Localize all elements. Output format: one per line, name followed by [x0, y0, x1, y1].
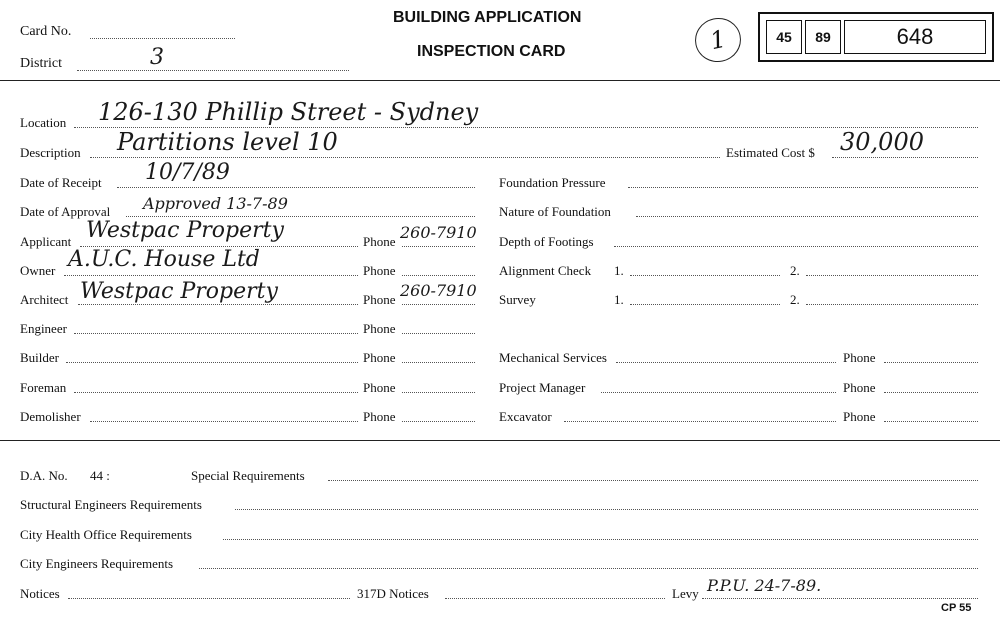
- description-label: Description: [20, 145, 81, 160]
- owner-line: [64, 275, 358, 276]
- architect-phone-value: 260-7910: [400, 281, 477, 300]
- builder-line: [66, 362, 358, 363]
- architect-label: Architect: [20, 292, 69, 307]
- owner-label: Owner: [20, 263, 56, 278]
- applicant-phone-value: 260-7910: [400, 223, 477, 242]
- demolisher-phone-line: [402, 421, 475, 422]
- structural-requirements-line: [235, 509, 978, 510]
- builder-phone-label: Phone: [363, 350, 396, 365]
- levy-line: [702, 598, 978, 599]
- engineer-phone-line: [402, 333, 475, 334]
- special-requirements-label: Special Requirements: [191, 468, 305, 483]
- alignment-line-1: [630, 275, 780, 276]
- engineer-line: [74, 333, 358, 334]
- nature-foundation-label: Nature of Foundation: [499, 204, 611, 219]
- section-divider: [0, 440, 1000, 441]
- district-value: 3: [150, 45, 164, 70]
- district-label: District: [20, 56, 62, 71]
- mechanical-label: Mechanical Services: [499, 350, 607, 365]
- applicant-phone-line: [402, 246, 475, 247]
- da-no-label: D.A. No.: [20, 468, 68, 483]
- demolisher-label: Demolisher: [20, 409, 81, 424]
- project-manager-label: Project Manager: [499, 380, 586, 395]
- health-requirements-label: City Health Office Requirements: [20, 527, 192, 542]
- mechanical-line: [616, 362, 836, 363]
- excavator-line: [564, 421, 836, 422]
- applicant-phone-label: Phone: [363, 234, 396, 249]
- alignment-line-2: [806, 275, 978, 276]
- nature-foundation-line: [636, 216, 978, 217]
- foreman-line: [74, 392, 358, 393]
- survey-label: Survey: [499, 292, 536, 307]
- title-line-2: INSPECTION CARD: [417, 43, 566, 60]
- owner-phone-line: [402, 275, 475, 276]
- survey-line-2: [806, 304, 978, 305]
- architect-value: Westpac Property: [80, 279, 278, 304]
- builder-label: Builder: [20, 350, 59, 365]
- date-approval-line: [126, 216, 475, 217]
- description-line: [90, 157, 720, 158]
- applicant-label: Applicant: [20, 234, 72, 249]
- mechanical-phone-line: [884, 362, 978, 363]
- engineer-phone-label: Phone: [363, 321, 396, 336]
- foreman-label: Foreman: [20, 380, 67, 395]
- survey-line-1: [630, 304, 780, 305]
- health-requirements-line: [223, 539, 978, 540]
- builder-phone-line: [402, 362, 475, 363]
- city-engineers-line: [199, 568, 978, 569]
- owner-value: A.U.C. House Ltd: [68, 247, 260, 272]
- alignment-num-2: 2.: [790, 263, 800, 278]
- estimated-cost-line: [832, 157, 978, 158]
- city-engineers-label: City Engineers Requirements: [20, 556, 174, 571]
- header-divider: [0, 80, 1000, 81]
- date-approval-value: Approved 13-7-89: [143, 194, 288, 213]
- description-value: Partitions level 10: [117, 128, 338, 156]
- number-box-main: 648: [844, 20, 986, 54]
- structural-requirements-label: Structural Engineers Requirements: [20, 497, 202, 512]
- date-receipt-line: [117, 187, 475, 188]
- levy-value: P.P.U. 24-7-89.: [707, 576, 822, 595]
- applicant-value: Westpac Property: [86, 218, 284, 243]
- estimated-cost-value: 30,000: [840, 128, 924, 156]
- excavator-phone-label: Phone: [843, 409, 876, 424]
- form-code: CP 55: [941, 602, 972, 614]
- da-no-value: 44 :: [90, 468, 110, 483]
- date-receipt-value: 10/7/89: [145, 160, 230, 185]
- location-label: Location: [20, 115, 67, 130]
- notices-label: Notices: [20, 586, 60, 601]
- depth-footings-label: Depth of Footings: [499, 234, 594, 249]
- foreman-phone-line: [402, 392, 475, 393]
- notices-317d-line: [445, 598, 665, 599]
- card-no-label: Card No.: [20, 24, 72, 39]
- number-box-2: 89: [805, 20, 841, 54]
- project-manager-line: [601, 392, 836, 393]
- card-no-line: [90, 38, 235, 39]
- title-line-1: BUILDING APPLICATION: [393, 9, 582, 26]
- excavator-label: Excavator: [499, 409, 552, 424]
- alignment-check-label: Alignment Check: [499, 263, 592, 278]
- estimated-cost-label: Estimated Cost $: [726, 145, 815, 160]
- project-manager-phone-label: Phone: [843, 380, 876, 395]
- survey-num-1: 1.: [614, 292, 624, 307]
- mechanical-phone-label: Phone: [843, 350, 876, 365]
- date-receipt-label: Date of Receipt: [20, 175, 102, 190]
- depth-footings-line: [614, 246, 978, 247]
- circled-mark: 1: [691, 14, 745, 67]
- notices-317d-label: 317D Notices: [357, 586, 429, 601]
- architect-phone-label: Phone: [363, 292, 396, 307]
- demolisher-phone-label: Phone: [363, 409, 396, 424]
- foreman-phone-label: Phone: [363, 380, 396, 395]
- excavator-phone-line: [884, 421, 978, 422]
- date-approval-label: Date of Approval: [20, 204, 111, 219]
- foundation-pressure-line: [628, 187, 978, 188]
- alignment-num-1: 1.: [614, 263, 624, 278]
- project-manager-phone-line: [884, 392, 978, 393]
- survey-num-2: 2.: [790, 292, 800, 307]
- architect-phone-line: [402, 304, 475, 305]
- levy-label: Levy: [672, 586, 699, 601]
- card-number-box: [758, 12, 994, 62]
- location-value: 126-130 Phillip Street - Sydney: [98, 98, 479, 126]
- foundation-pressure-label: Foundation Pressure: [499, 175, 606, 190]
- number-box-1: 45: [766, 20, 802, 54]
- special-requirements-line: [328, 480, 978, 481]
- demolisher-line: [90, 421, 358, 422]
- owner-phone-label: Phone: [363, 263, 396, 278]
- district-line: [77, 70, 349, 71]
- engineer-label: Engineer: [20, 321, 67, 336]
- architect-line: [78, 304, 358, 305]
- notices-line: [68, 598, 350, 599]
